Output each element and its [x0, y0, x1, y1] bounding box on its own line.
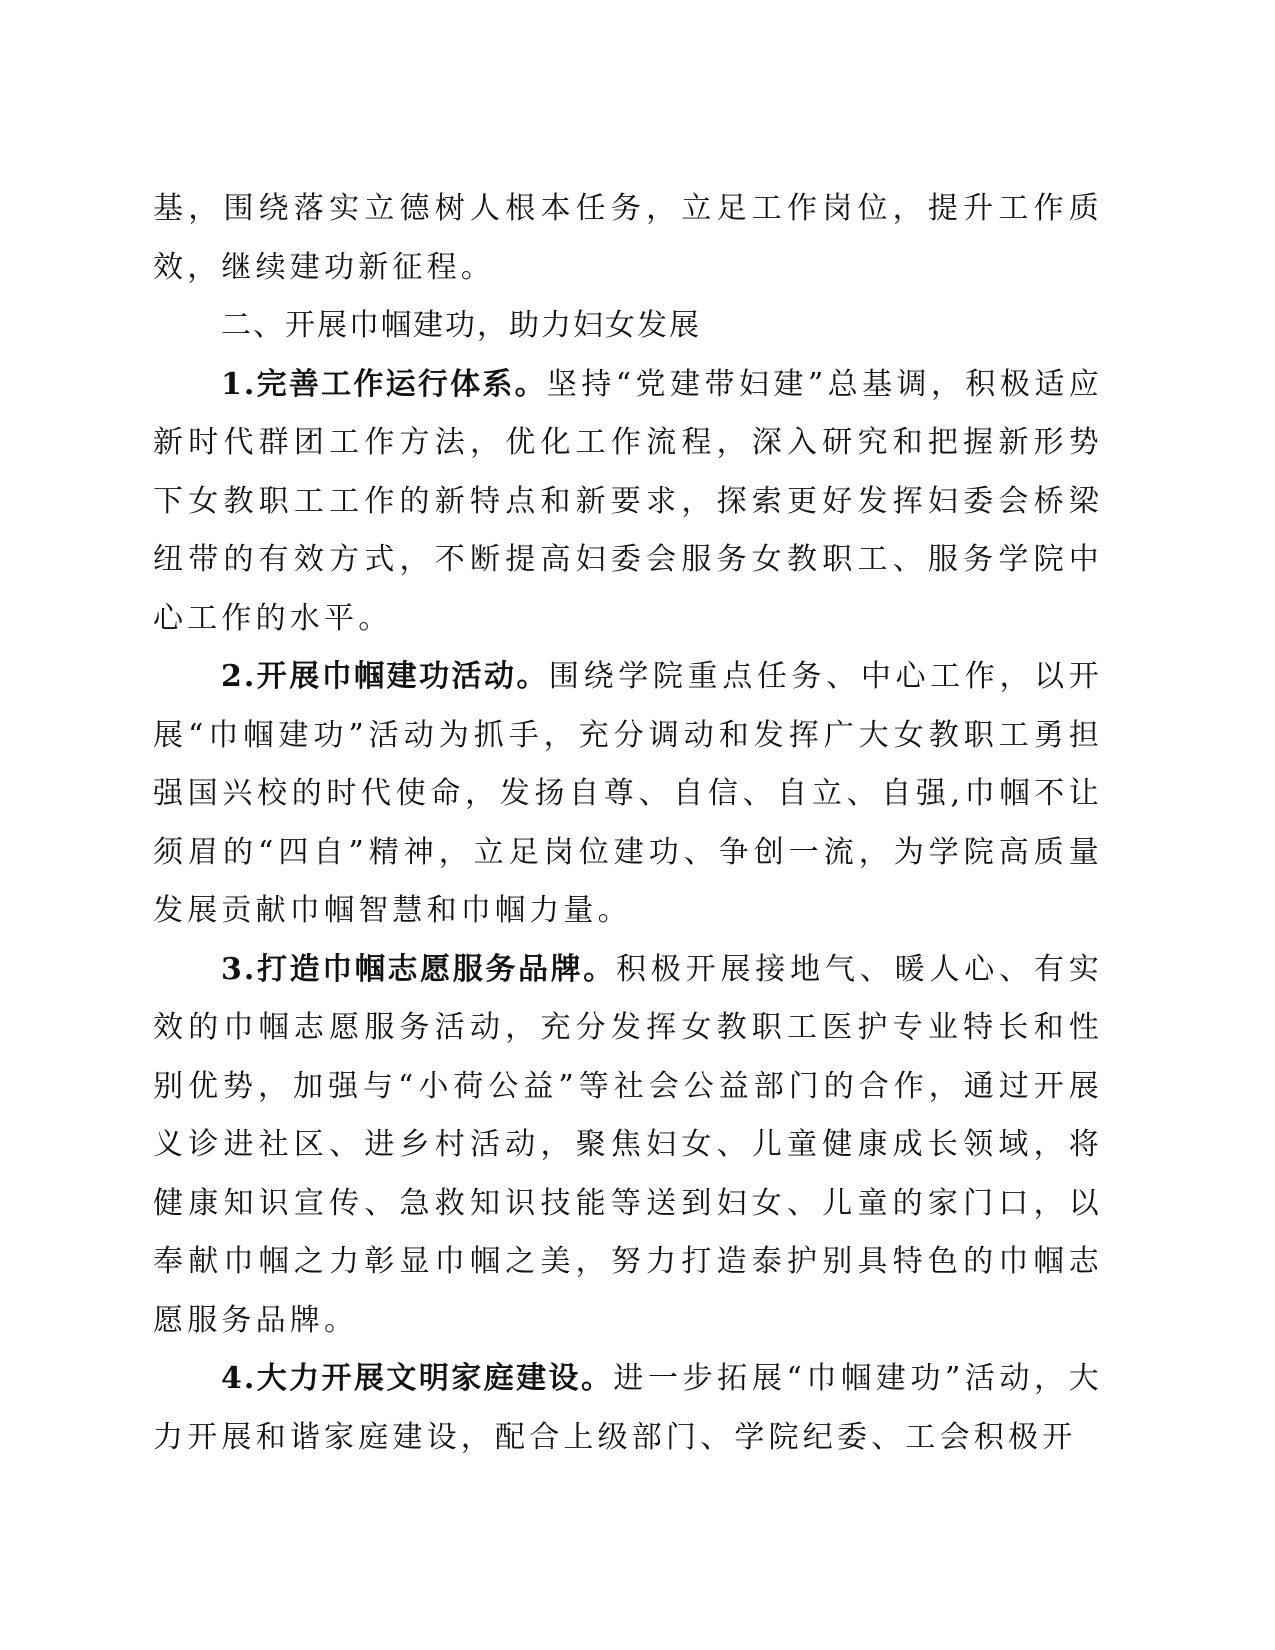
item-title-3: 3.打造巾帼志愿服务品牌。: [221, 951, 616, 987]
item-paragraph-2: [153, 648, 1103, 941]
continuation-paragraph: 基，围绕落实立德树人根本任务，立足工作岗位，提升工作质效，继续建功新征程。: [153, 191, 1103, 285]
item-body-2: 围绕学院重点任务、中心工作，以开展“巾帼建功”活动为抓手，充分调动和发挥广大女教职工勇担强国兴校的时代使命，发扬自尊、自信、自立、自强,巾帼不让须眉的“四自”精神，立足岗位建功、争创一流，为学院高质量发展贡献巾帼智慧和巾帼力量。: [153, 659, 1103, 928]
item-body-4: 进一步拓展“巾帼建功”活动，大力开展和谐家庭建设，配合上级部门、学院纪委、工会积极开: [153, 1361, 1103, 1455]
section-heading: 二、开展巾帼建功，助力妇女发展: [221, 308, 701, 343]
item-title-2: 2.开展巾帼建功活动。: [221, 659, 549, 694]
item-body-1: 坚持“党建带妇建”总基调，积极适应新时代群团工作方法，优化工作流程，深入研究和把握新形势下女教职工工作的新特点和新要求，探索更好发挥妇委会桥梁纽带的有效方式，不断提高妇委会服务女教职工、服务学院中心工作的水平。: [153, 366, 1103, 636]
item-paragraph-1: [153, 356, 1103, 649]
item-body-3: 积极开展接地气、暖人心、有实效的巾帼志愿服务活动，充分发挥女教职工医护专业特长和性别优势，加强与“小荷公益”等社会公益部门的合作，通过开展义诊进社区、进乡村活动，聚焦妇女、儿童健康成长领域，将健康知识宣传、急救知识技能等送到妇女、儿童的家门口，以奉献巾帼之力彰显巾帼之美，努力打造泰护别具特色的巾帼志愿服务品牌。: [153, 951, 1103, 1338]
item-title-4: 4.大力开展文明家庭建设。: [221, 1361, 614, 1396]
item-paragraph-3: [153, 941, 1103, 1351]
item-paragraph-4: [153, 1350, 1103, 1467]
item-title-1: 1.完善工作运行体系。: [221, 366, 547, 402]
document-body: [153, 180, 1103, 1467]
